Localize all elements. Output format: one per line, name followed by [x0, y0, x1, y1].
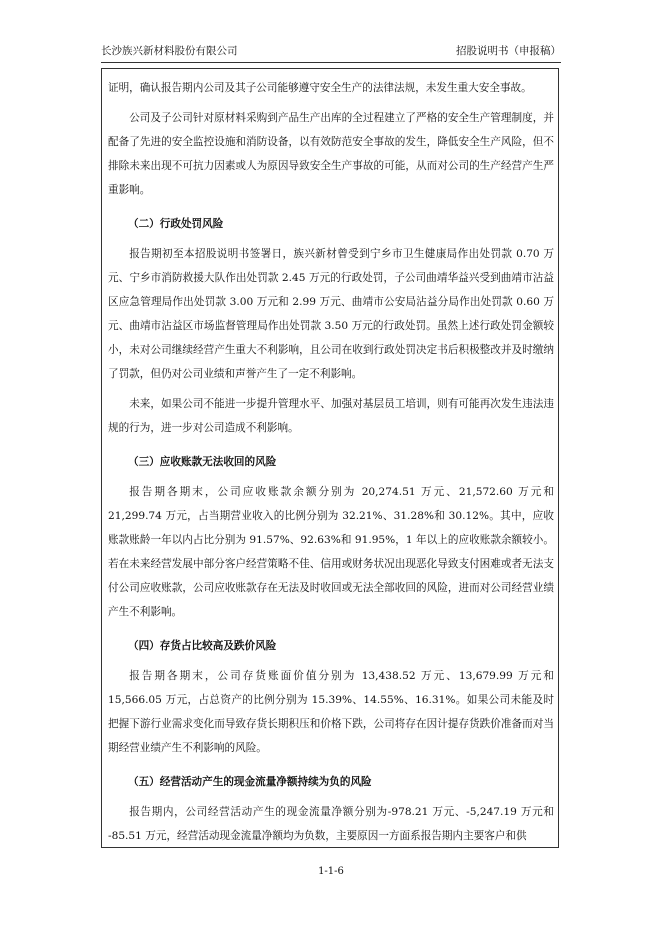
- paragraph-penalty-future: 未来，如果公司不能进一步提升管理水平、加强对基层员工培训，则有可能再次发生违法违规的行为，进一步对公司造成不利影响。: [108, 398, 554, 434]
- page-number: 1-1-6: [318, 866, 344, 877]
- paragraph-safety-continued: 证明，确认报告期内公司及其子公司能够遵守安全生产的法律法规，未发生重大安全事故。: [108, 82, 532, 94]
- page-header: [101, 42, 561, 60]
- paragraph-receivables: 报告期各期末，公司应收账款余额分别为 20,274.51 万元、21,572.60 万元和 21,299.74 万元，占当期营业收入的比例分别为 32.21%、31.28%和 30.12%。其中，应收账款账龄一年以内占比分别为 91.57%、92.63%和 91.95%，1 年以上的应收账款余额较小。若在未来经营发展中部分客户经营策略不佳、信用或财务状况出现恶化导致支付困难或者无法支付公司应收账款，公司应收账款存在无法及时收回或无法全部收回的风险，进而对公司经营业绩产生不利影响。: [108, 486, 554, 618]
- header-company-name: 长沙族兴新材料股份有限公司: [101, 45, 238, 57]
- paragraph-inventory: 报告期各期末，公司存货账面价值分别为 13,438.52 万元、13,679.99 万元和 15,566.05 万元，占总资产的比例分别为 15.39%、14.55%、16.31%。如果公司未能及时把握下游行业需求变化而导致存货长期积压和价格下跌，公司将存在因计提存货跌价准备而对当期经营业绩产生不利影响的风险。: [108, 670, 554, 754]
- heading-receivables-risk: （三）应收账款无法收回的风险: [128, 456, 277, 468]
- paragraph-penalty-details: 报告期初至本招股说明书签署日，族兴新材曾受到宁乡市卫生健康局作出处罚款 0.70 万元、宁乡市消防救援大队作出处罚款 2.45 万元的行政处罚，子公司曲靖华益兴受到曲靖市沾益区应急管理局作出处罚款 3.00 万元和 2.99 万元、曲靖市公安局沾益分局作出处罚款 0.60 万元、曲靖市沾益区市场监督管理局作出处罚款 3.50 万元的行政处罚。虽然上述行政处罚金额较小，未对公司继续经营产生重大不利影响，且公司在收到行政处罚决定书后积极整改并及时缴纳了罚款，但仍对公司业绩和声誉产生了一定不利影响。: [108, 248, 554, 380]
- paragraph-cash-flow: 报告期内，公司经营活动产生的现金流量净额分别为-978.21 万元、-5,247.19 万元和 -85.51 万元，经营活动现金流量净额均为负数，主要原因一方面系报告期内主要客户和供: [108, 806, 554, 842]
- heading-cash-flow-risk: （五）经营活动产生的现金流量净额持续为负的风险: [128, 776, 372, 788]
- heading-inventory-risk: （四）存货占比较高及跌价风险: [128, 640, 277, 652]
- header-divider: [101, 62, 561, 63]
- paragraph-safety-management: 公司及子公司针对原材料采购到产品生产出库的全过程建立了严格的安全生产管理制度，并配备了先进的安全监控设施和消防设备，以有效防范安全事故的发生，降低安全生产风险，但不排除未来出现不可抗力因素或人为原因导致安全生产事故的可能，从而对公司的生产经营产生严重影响。: [108, 112, 554, 196]
- content-frame: [101, 68, 559, 848]
- heading-administrative-penalty-risk: （二）行政处罚风险: [128, 218, 224, 230]
- header-document-title: 招股说明书（申报稿）: [456, 45, 561, 57]
- document-body: [108, 76, 554, 848]
